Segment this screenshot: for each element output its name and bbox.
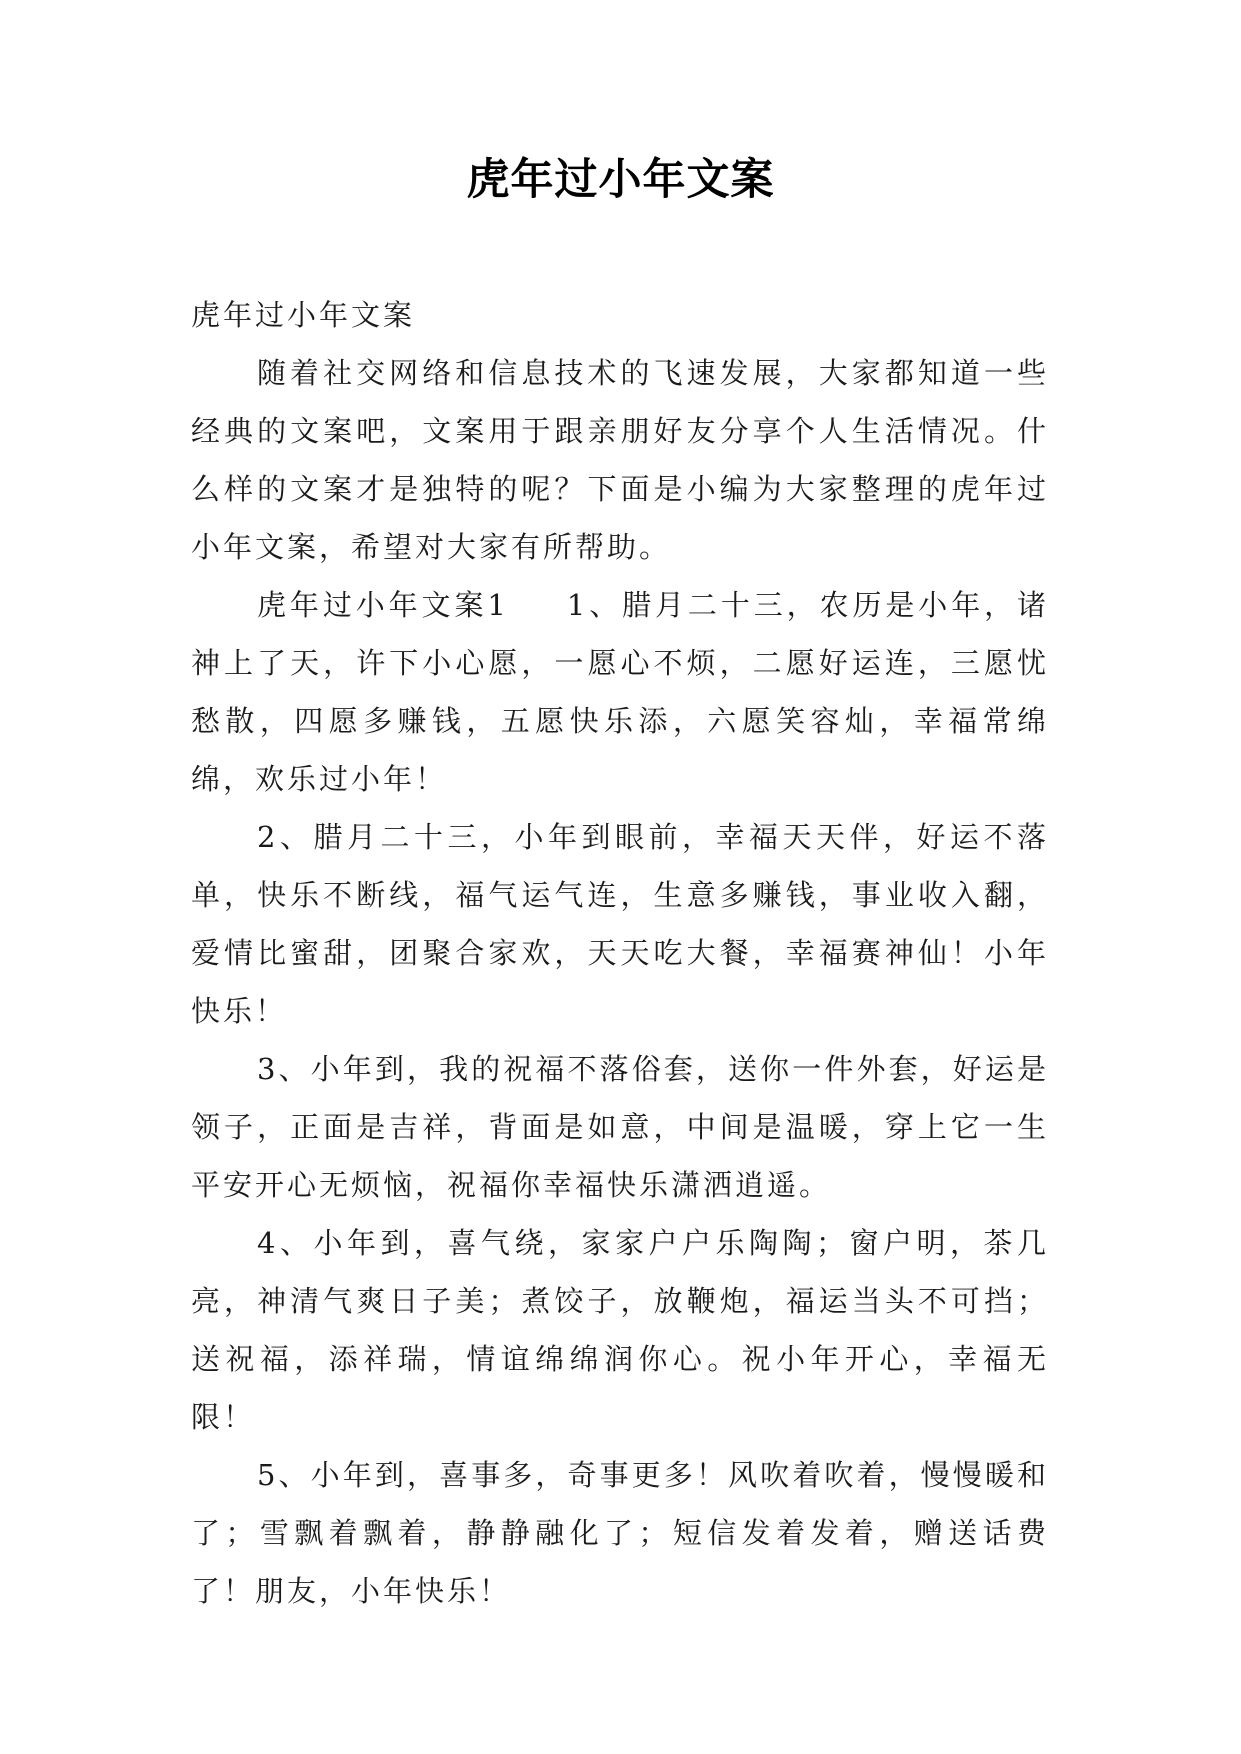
- document-body: [191, 286, 1049, 1620]
- section-heading: 虎年过小年文案1: [257, 588, 509, 622]
- section-paragraph-1: [191, 576, 1049, 808]
- list-item-2: 2、腊月二十三，小年到眼前，幸福天天伴，好运不落单，快乐不断线，福气运气连，生意多赚钱，事业收入翻，爱情比蜜甜，团聚合家欢，天天吃大餐，幸福赛神仙！小年快乐！: [191, 820, 1049, 1028]
- intro-paragraph: 随着社交网络和信息技术的飞速发展，大家都知道一些经典的文案吧，文案用于跟亲朋好友分享个人生活情况。什么样的文案才是独特的呢？下面是小编为大家整理的虎年过小年文案，希望对大家有所帮助。: [191, 356, 1049, 564]
- list-item-5: 5、小年到，喜事多，奇事更多！风吹着吹着，慢慢暖和了；雪飘着飘着，静静融化了；短信发着发着，赠送话费了！朋友，小年快乐！: [191, 1458, 1049, 1608]
- list-item-3: 3、小年到，我的祝福不落俗套，送你一件外套，好运是领子，正面是吉祥，背面是如意，中间是温暖，穿上它一生平安开心无烦恼，祝福你幸福快乐潇洒逍遥。: [191, 1052, 1049, 1202]
- list-item-1: 1、腊月二十三，农历是小年，诸神上了天，许下小心愿，一愿心不烦，二愿好运连，三愿忧愁散，四愿多赚钱，五愿快乐添，六愿笑容灿，幸福常绵绵，欢乐过小年！: [191, 588, 1050, 796]
- document-title: 虎年过小年文案: [466, 155, 775, 205]
- document-subtitle: 虎年过小年文案: [191, 298, 416, 332]
- list-item-4: 4、小年到，喜气绕，家家户户乐陶陶；窗户明，茶几亮，神清气爽日子美；煮饺子，放鞭炮，福运当头不可挡；送祝福，添祥瑞，情谊绵绵润你心。祝小年开心，幸福无限！: [191, 1226, 1049, 1434]
